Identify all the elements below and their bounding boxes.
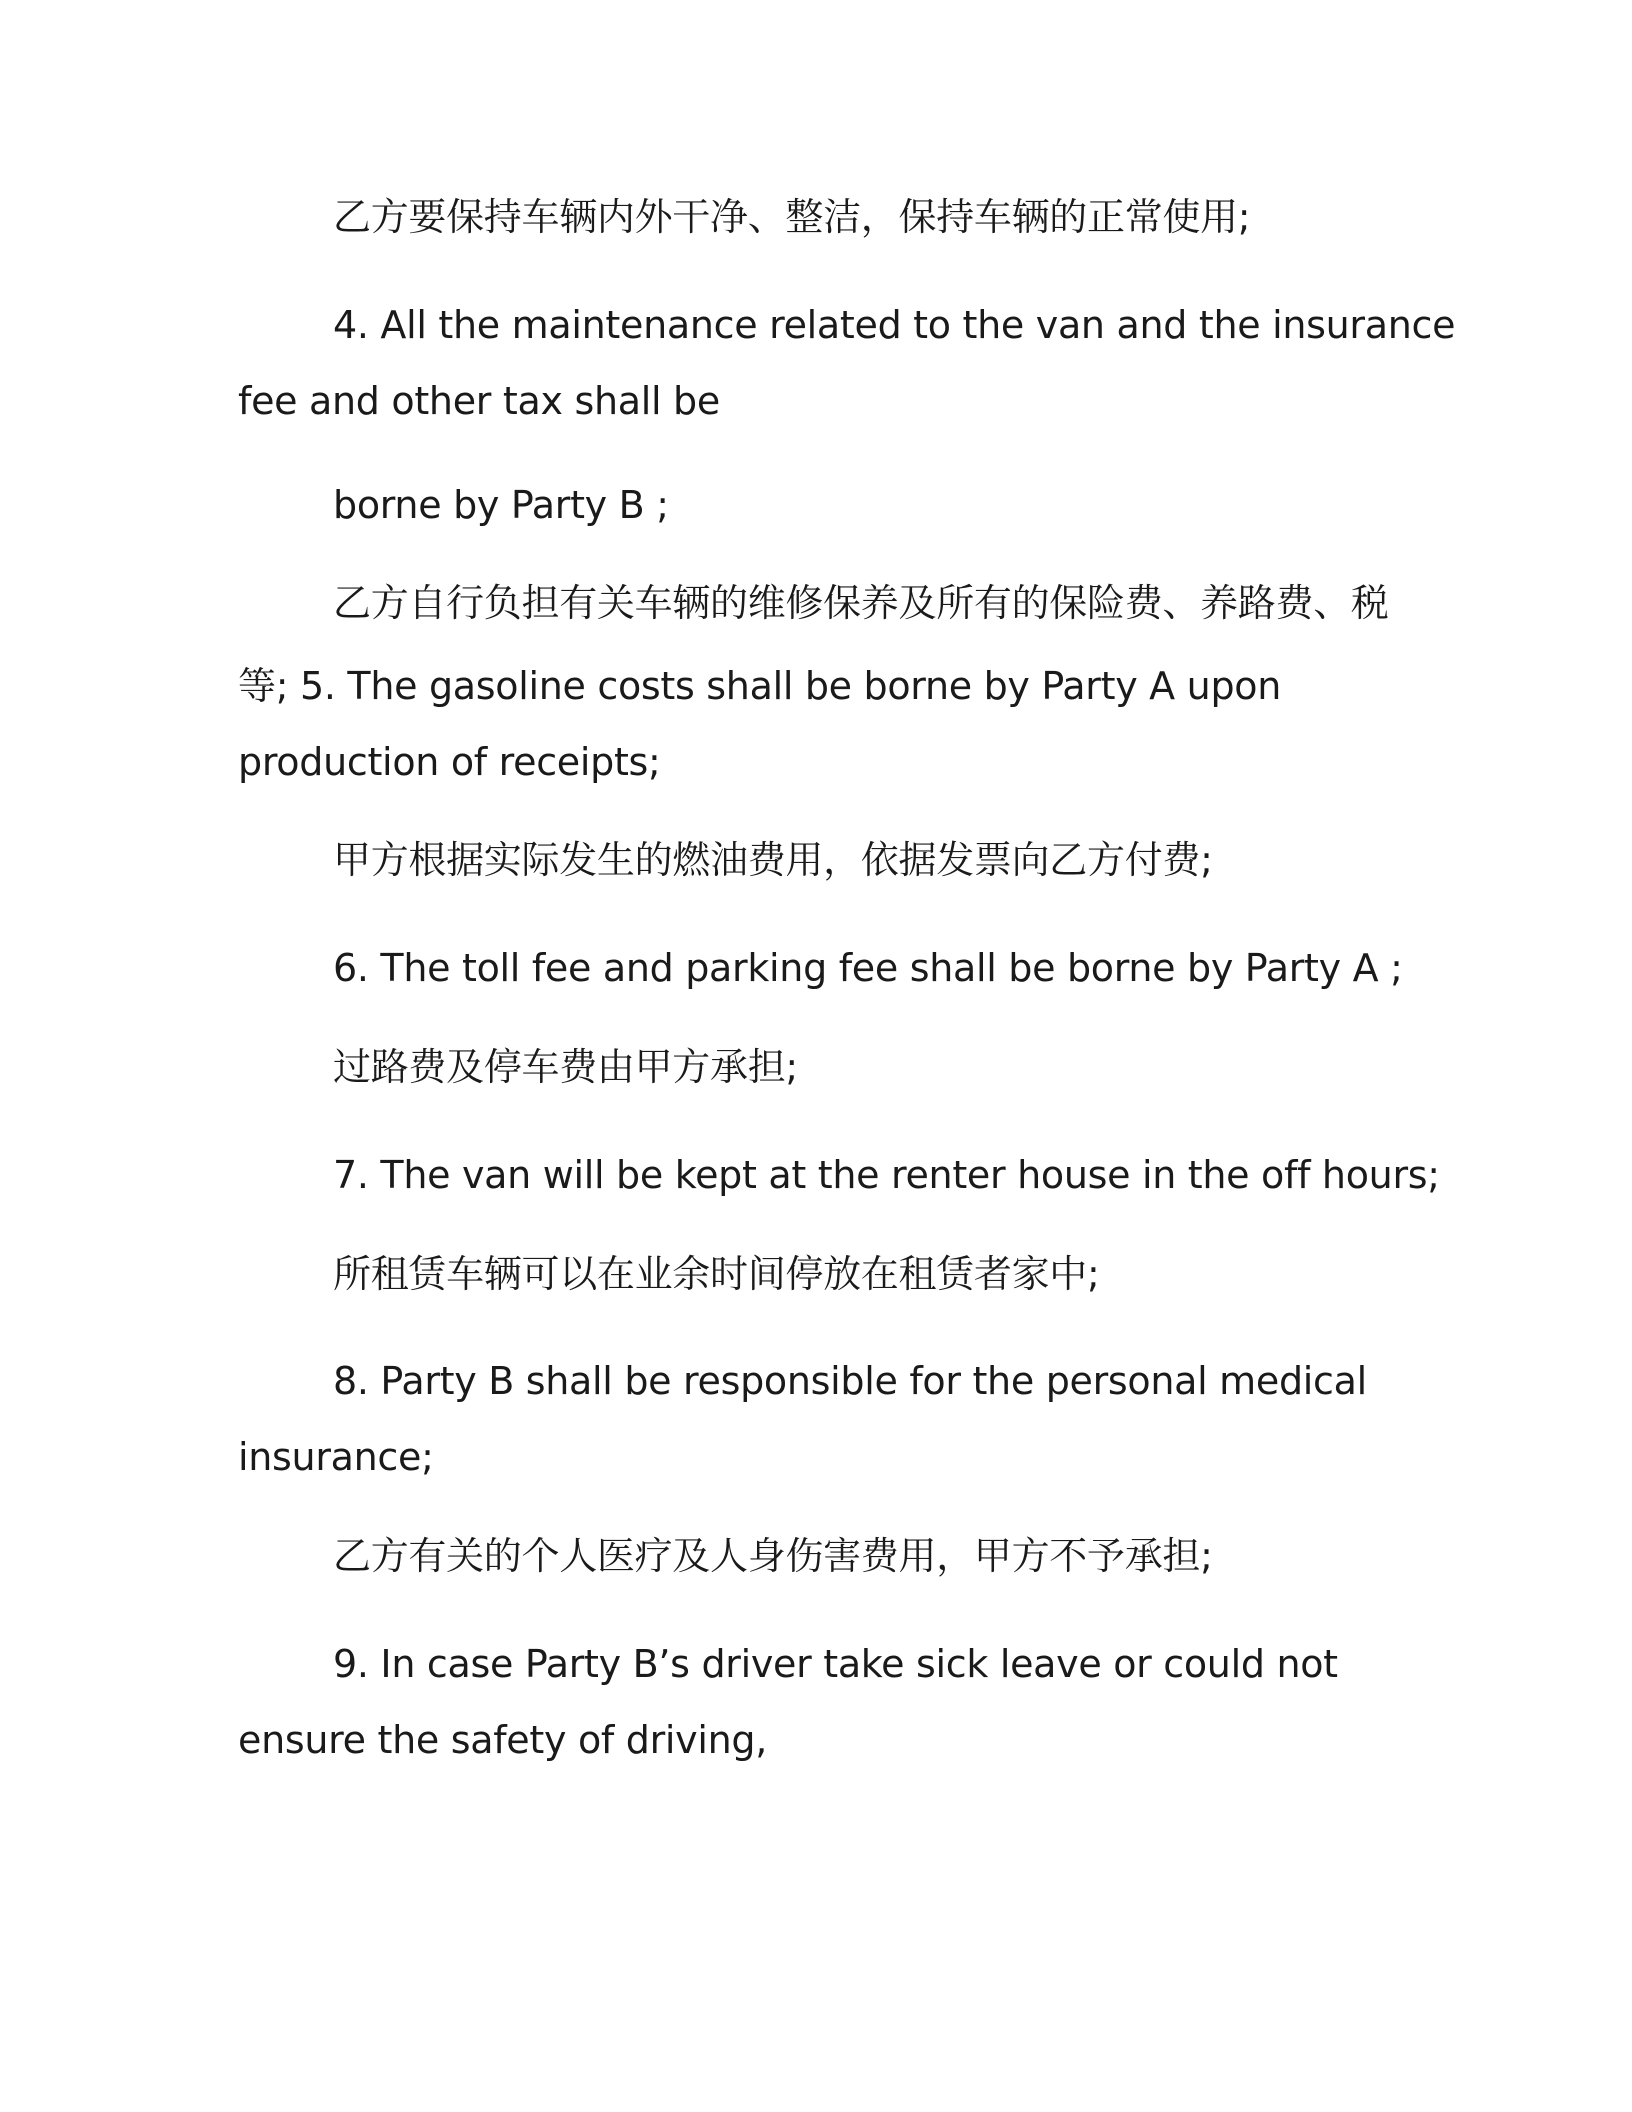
text-line: 6. The toll fee and parking fee shall be borne by Party A ; — [333, 946, 1403, 990]
text-line: ensure the safety of driving, — [238, 1718, 767, 1762]
text-line: 所租赁车辆可以在业余时间停放在租赁者家中; — [333, 1252, 1100, 1296]
text-line: 9. In case Party B’s driver take sick leave or could not — [333, 1642, 1338, 1686]
text-line: production of receipts; — [238, 740, 661, 784]
text-line: 乙方有关的个人医疗及人身伤害费用，甲方不予承担; — [333, 1534, 1213, 1578]
text-line: 等; 5. The gasoline costs shall be borne by Party A upon — [238, 664, 1281, 708]
text-line: 过路费及停车费由甲方承担; — [333, 1045, 798, 1089]
text-line: insurance; — [238, 1435, 434, 1479]
text-line: 乙方自行负担有关车辆的维修保养及所有的保险费、养路费、税 — [333, 581, 1389, 625]
text-line: 4. All the maintenance related to the van and the insurance — [333, 303, 1456, 347]
text-line: borne by Party B ; — [333, 483, 669, 527]
text-line: 乙方要保持车辆内外干净、整洁，保持车辆的正常使用; — [333, 195, 1251, 239]
text-line: 8. Party B shall be responsible for the personal medical — [333, 1359, 1367, 1403]
text-line: 7. The van will be kept at the renter house in the off hours; — [333, 1153, 1440, 1197]
text-line: 甲方根据实际发生的燃油费用，依据发票向乙方付费; — [333, 838, 1213, 882]
text-line: fee and other tax shall be — [238, 379, 720, 423]
